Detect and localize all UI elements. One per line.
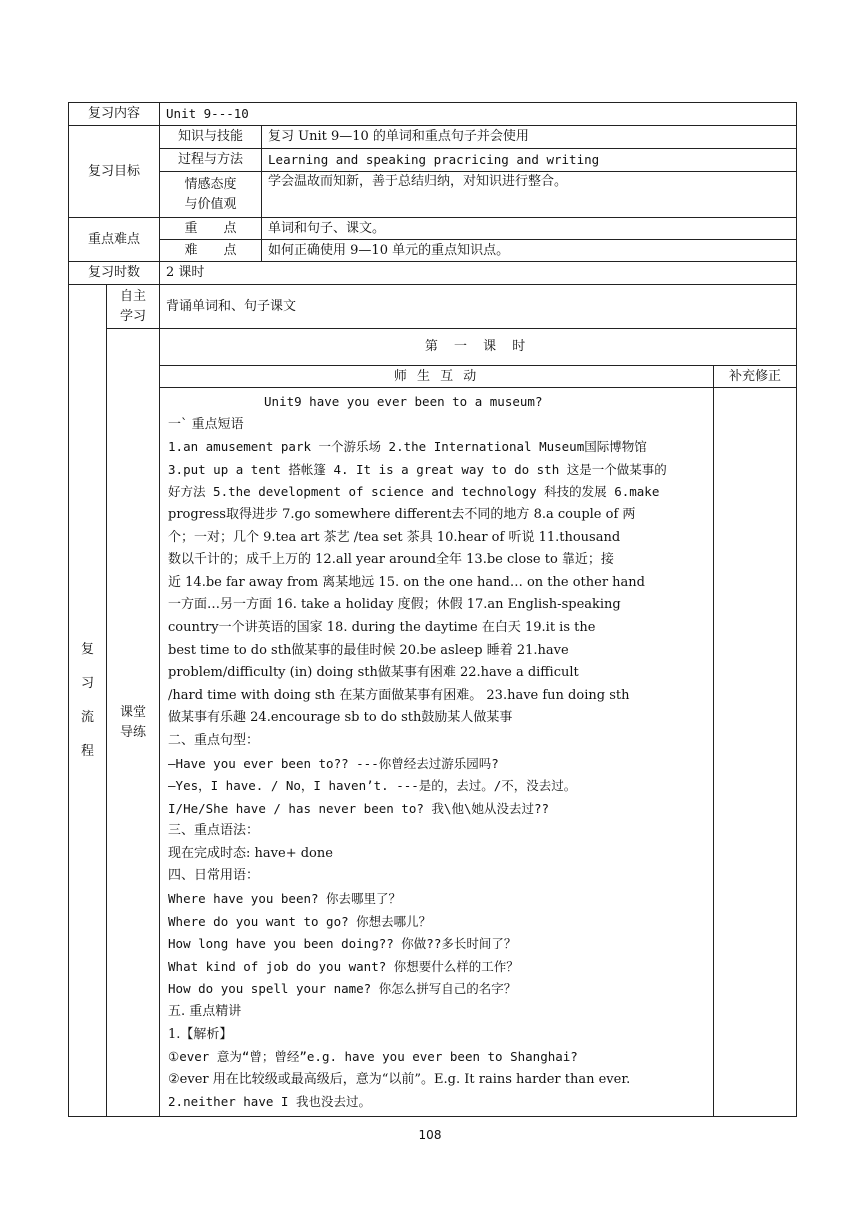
content-line: 一方面…另一方面 16. take a holiday 度假；休假 17.an English-speaking	[168, 597, 621, 613]
content-line: 2.neither have I 我也没去过。	[168, 1094, 371, 1110]
content-line: ①ever 意为“曾；曾经”e.g. have you ever been to Shanghai?	[168, 1049, 578, 1065]
lesson-plan-table	[68, 102, 797, 1117]
content-line: 1.an amusement park 一个游乐场 2.the International Museum国际博物馆	[168, 439, 647, 455]
interaction-content	[160, 388, 714, 1117]
content-line: —Have you ever been to?? ---你曾经去过游乐园吗?	[168, 755, 499, 771]
goal-aspect-process: 过程与方法	[160, 149, 262, 172]
key-points-label: 重点难点	[69, 218, 160, 262]
content-line: country一个讲英语的国家 18. during the daytime 在白天 19.it is the	[168, 619, 596, 635]
content-line: Where have you been? 你去哪里了？	[168, 891, 402, 907]
goal-aspect-attitude	[160, 172, 262, 218]
section-heading: 四、日常用语：	[168, 868, 260, 884]
content-line: Where do you want to go? 你想去哪儿？	[168, 913, 432, 929]
content-line: 做某事有乐趣 24.encourage sb to do sth鼓励某人做某事	[168, 710, 513, 726]
goal-text-attitude: 学会温故而知新，善于总结归纳，对知识进行整合。	[262, 172, 797, 218]
goal-text-knowledge: 复习 Unit 9—10 的单词和重点句子并会使用	[262, 126, 797, 149]
review-flow-label	[69, 285, 107, 1117]
content-line: ②ever 用在比较级或最高级后，意为“以前”。E.g. It rains harder than ever.	[168, 1071, 631, 1087]
review-hours-label: 复习时数	[69, 262, 160, 285]
content-line: —Yes，I have. / No，I haven’t. ---是的，去过。/不，没去过。	[168, 778, 577, 794]
page-number: 108	[418, 1128, 442, 1142]
difficulty-text: 如何正确使用 9—10 单元的重点知识点。	[262, 240, 797, 262]
class-guide-label-line1: 课堂	[120, 704, 147, 720]
unit-title: Unit9 have you ever been to a museum?	[264, 394, 543, 409]
supplement-header: 补充修正	[714, 366, 797, 388]
content-line: 个；一对；几个 9.tea art 茶艺 /tea set 茶具 10.hear of 听说 11.thousand	[168, 529, 621, 545]
section-heading: 二、重点句型：	[168, 732, 260, 748]
self-study-label-line2: 学习	[120, 308, 147, 324]
review-flow-char-4: 程	[80, 743, 94, 759]
content-line: How long have you been doing?? 你做??多长时间了？	[168, 936, 517, 952]
self-study-text: 背诵单词和、句子课文	[160, 285, 797, 329]
interaction-header: 师 生 互 动	[160, 366, 714, 388]
content-line: best time to do sth做某事的最佳时候 20.be asleep 睡着 21.have	[168, 642, 569, 658]
class-guide-label-line2: 导练	[120, 724, 147, 740]
goal-aspect-attitude-line2: 与价值观	[184, 196, 237, 212]
content-line: 3.put up a tent 搭帐篷 4. It is a great way to do sth 这是一个做某事的	[168, 461, 667, 477]
lesson-title: 第 一 课 时	[160, 329, 797, 366]
focus-label: 重 点	[160, 218, 262, 240]
content-line: problem/difficulty (in) doing sth做某事有困难 22.have a difficult	[168, 665, 579, 681]
goal-aspect-knowledge: 知识与技能	[160, 126, 262, 149]
content-line: How do you spell your name? 你怎么拼写自己的名字？	[168, 981, 517, 997]
content-line: progress取得进步 7.go somewhere different去不同的地方 8.a couple of 两	[168, 506, 636, 522]
review-hours-value: 2 课时	[160, 262, 797, 285]
content-line: 数以千计的；成千上万的 12.all year around全年 13.be close to 靠近；接	[168, 552, 614, 568]
content-line: /hard time with doing sth 在某方面做某事有困难。 23.have fun doing sth	[168, 687, 630, 703]
content-line: 近 14.be far away from 离某地远 15. on the one hand… on the other hand	[168, 574, 645, 590]
self-study-label	[107, 285, 160, 329]
content-line: 好方法 5.the development of science and technology 科技的发展 6.make	[168, 484, 660, 500]
supplement-cell	[714, 388, 797, 1117]
section-heading: 五. 重点精讲	[168, 1004, 242, 1020]
review-content-value: Unit 9---10	[160, 103, 797, 126]
content-line: I/He/She have / has never been to? 我\他\她从没去过??	[168, 800, 550, 816]
class-guide-label	[107, 329, 160, 1117]
goal-text-process: Learning and speaking pracricing and writing	[262, 149, 797, 172]
section-heading: 一` 重点短语	[168, 416, 244, 432]
review-flow-char-3: 流	[80, 709, 94, 725]
focus-text: 单词和句子、课文。	[262, 218, 797, 240]
self-study-label-line1: 自主	[120, 288, 147, 304]
review-goals-label: 复习目标	[69, 126, 160, 218]
section-heading: 三、重点语法：	[168, 823, 260, 839]
content-line: 1.【解析】	[168, 1026, 233, 1042]
review-flow-char-2: 习	[80, 675, 94, 691]
content-line: 现在完成时态: have+ done	[168, 845, 333, 861]
goal-aspect-attitude-line1: 情感态度	[184, 176, 237, 192]
difficulty-label: 难 点	[160, 240, 262, 262]
review-flow-char-1: 复	[80, 641, 94, 657]
review-content-label: 复习内容	[69, 103, 160, 126]
content-line: What kind of job do you want? 你想要什么样的工作？	[168, 958, 519, 974]
